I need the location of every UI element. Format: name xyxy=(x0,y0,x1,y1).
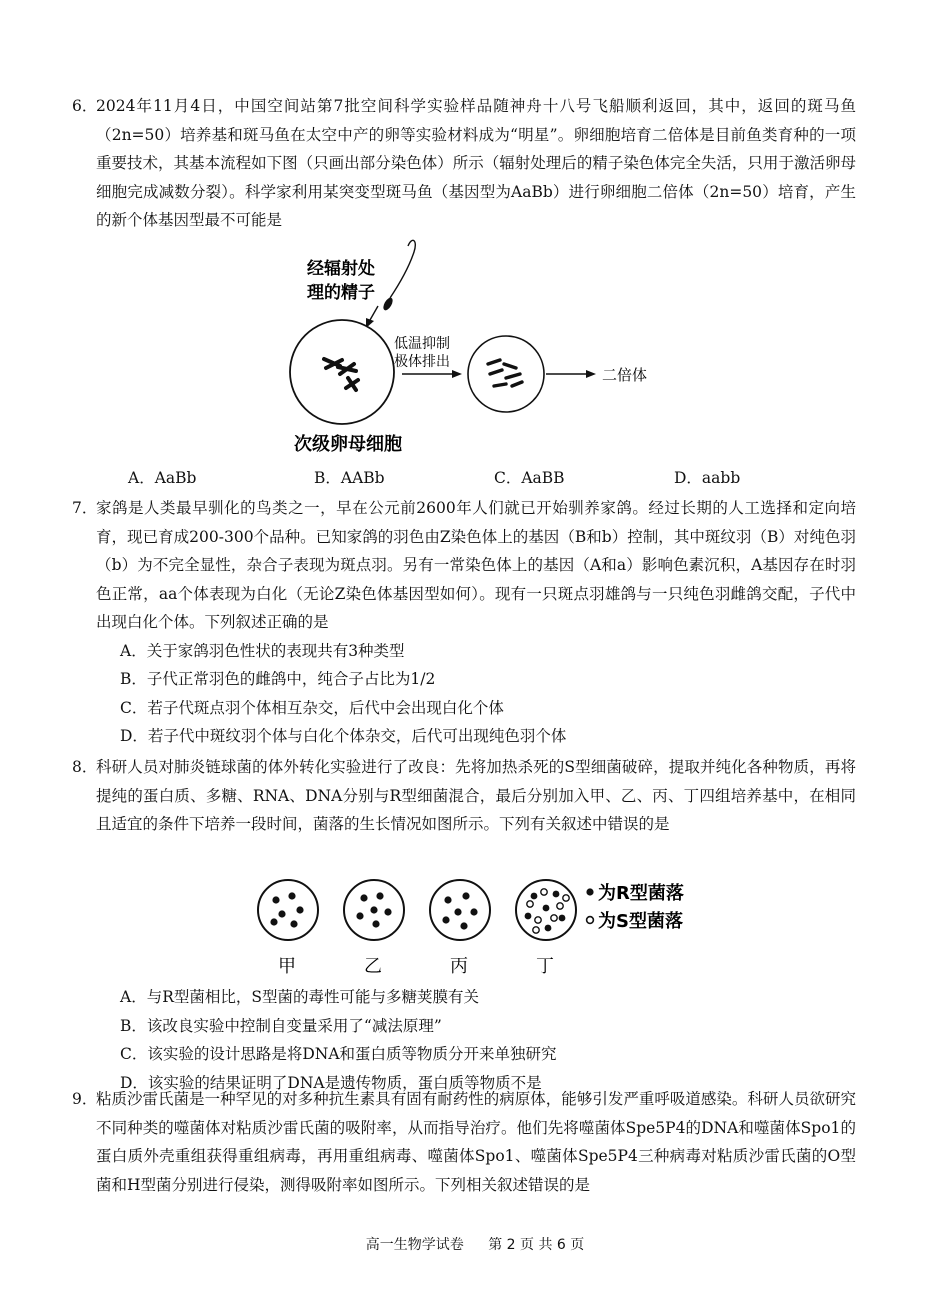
q7-options xyxy=(120,637,856,751)
sperm-label-2: 理的精子 xyxy=(307,283,375,303)
colony-figure xyxy=(250,872,710,980)
question-text: 科研人员对肺炎链球菌的体外转化实验进行了改良：先将加热杀死的S型细菌破碎，提取并纯化各种物质，再将提纯的蛋白质、多糖、RNA、DNA分别与R型细菌混合，最后分别加入甲、乙、丙、丁四组培养基中，在相同且适宜的条件下培养一段时间，菌落的生长情况如图所示。下列有关叙述中错误的是 xyxy=(96,758,856,833)
arrow-label-2: 极体排出 xyxy=(394,354,450,370)
question-text: 2024年11月4日，中国空间站第7批空间科学实验样品随神舟十八号飞船顺利返回，其中，返回的斑马鱼（2n=50）培养基和斑马鱼在太空中产的卵等实验材料成为“明星”。卵细胞培育二倍体是目前鱼类育种的一项重要技术，其基本流程如下图（只画出部分染色体）所示（辐射处理后的精子染色体完全失活，只用于激活卵母细胞完成减数分裂）。科学家利用某突变型斑马鱼（基因型为AaBb）进行卵细胞二倍体（2n=50）培育，产生的新个体基因型最不可能是 xyxy=(96,97,856,229)
q8-option-a: A．与R型菌相比，S型菌的毒性可能与多糖荚膜有关 xyxy=(120,988,479,1006)
page-footer xyxy=(0,1234,950,1254)
legend-s-marker xyxy=(587,917,594,924)
question-number: 8． xyxy=(72,758,98,776)
result-arrow-head xyxy=(586,370,596,378)
legend-s-label: 为S型菌落 xyxy=(598,911,683,932)
question-text: 家鸽是人类最早驯化的鸟类之一，早在公元前2600年人们就已开始驯养家鸽。经过长期的人工选择和定向培育，现已育成200-300个品种。已知家鸽的羽色由Z染色体上的基因（B和b）控制，其中斑纹羽（B）对纯色羽（b）为不完全显性，杂合子表现为斑点羽。另有一常染色体上的基因（A和a）影响色素沉积，A基因存在时羽色正常，aa个体表现为白化（无论Z染色体基因型如何）。现有一只斑点羽雄鸽与一只纯色羽雌鸽交配，子代中出现白化个体。下列叙述正确的是 xyxy=(96,499,856,631)
question-text: 粘质沙雷氏菌是一种罕见的对多种抗生素具有固有耐药性的病原体，能够引发严重呼吸道感染。科研人员欲研究不同种类的噬菌体对粘质沙雷氏菌的吸附率，从而指导治疗。他们先将噬菌体Spe5P4的DNA和噬菌体Spo1的蛋白质外壳重组获得重组病毒，再用重组病毒、噬菌体Spo1、噬菌体Spe5P4三种病毒对粘质沙雷氏菌的O型菌和H型菌分别进行侵染，测得吸附率如图所示。下列相关叙述错误的是 xyxy=(96,1090,856,1194)
q7-option-c: C．若子代斑点羽个体相互杂交，后代中会出现白化个体 xyxy=(120,698,504,717)
question-9 xyxy=(72,1085,856,1199)
dish-yi xyxy=(344,880,404,940)
legend-r-label: 为R型菌落 xyxy=(598,883,684,904)
question-number: 7． xyxy=(72,499,98,517)
q8-options xyxy=(96,983,856,1097)
question-7 xyxy=(72,494,856,751)
dish-label-ding: 丁 xyxy=(536,956,554,977)
q8-option-d: D．该实验的结果证明了DNA是遗传物质，蛋白质等物质不是 xyxy=(120,1073,542,1092)
dish-ding xyxy=(516,880,576,940)
dish-jia xyxy=(258,880,318,940)
footer-title: 高一生物学试卷 xyxy=(365,1237,464,1253)
q6-options xyxy=(128,466,848,494)
dish-label-jia: 甲 xyxy=(278,956,296,977)
q8-option-b: B．该改良实验中控制自变量采用了“减法原理” xyxy=(120,1016,442,1035)
cell-label: 次级卵母细胞 xyxy=(294,434,402,455)
q7-option-d: D．若子代中斑纹羽个体与白化个体杂交，后代可出现纯色羽个体 xyxy=(120,727,567,745)
oocyte-diploid-figure xyxy=(280,236,680,462)
question-number: 9． xyxy=(72,1090,98,1108)
sperm-head xyxy=(381,296,394,312)
question-6 xyxy=(72,92,856,235)
legend-r-marker xyxy=(586,888,593,895)
sperm-tail xyxy=(390,240,415,298)
footer-page-number: 第 2 页 共 6 页 xyxy=(488,1237,585,1253)
q6-option-c: C．AaBB xyxy=(494,469,565,487)
question-number: 6． xyxy=(72,97,98,115)
label-arrow xyxy=(370,306,378,320)
q7-option-b: B．子代正常羽色的雌鸽中，纯合子占比为1/2 xyxy=(120,670,436,688)
diploid-egg-circle xyxy=(468,336,544,412)
question-8 xyxy=(72,753,856,839)
q6-option-d: D．aabb xyxy=(674,469,741,487)
q6-option-a: A．AaBb xyxy=(128,469,197,487)
dish-bing xyxy=(430,880,490,940)
dish-label-bing: 丙 xyxy=(450,956,468,977)
q6-option-b: B．AABb xyxy=(314,469,385,487)
result-label: 二倍体 xyxy=(602,366,648,384)
arrow-label-1: 低温抑制 xyxy=(394,336,450,352)
sperm-label-1: 经辐射处 xyxy=(307,259,375,279)
q7-option-a: A．关于家鸽羽色性状的表现共有3种类型 xyxy=(120,641,405,660)
dish-label-yi: 乙 xyxy=(364,956,382,977)
q8-option-c: C．该实验的设计思路是将DNA和蛋白质等物质分开来单独研究 xyxy=(120,1045,557,1063)
process-arrow-head xyxy=(452,370,462,378)
